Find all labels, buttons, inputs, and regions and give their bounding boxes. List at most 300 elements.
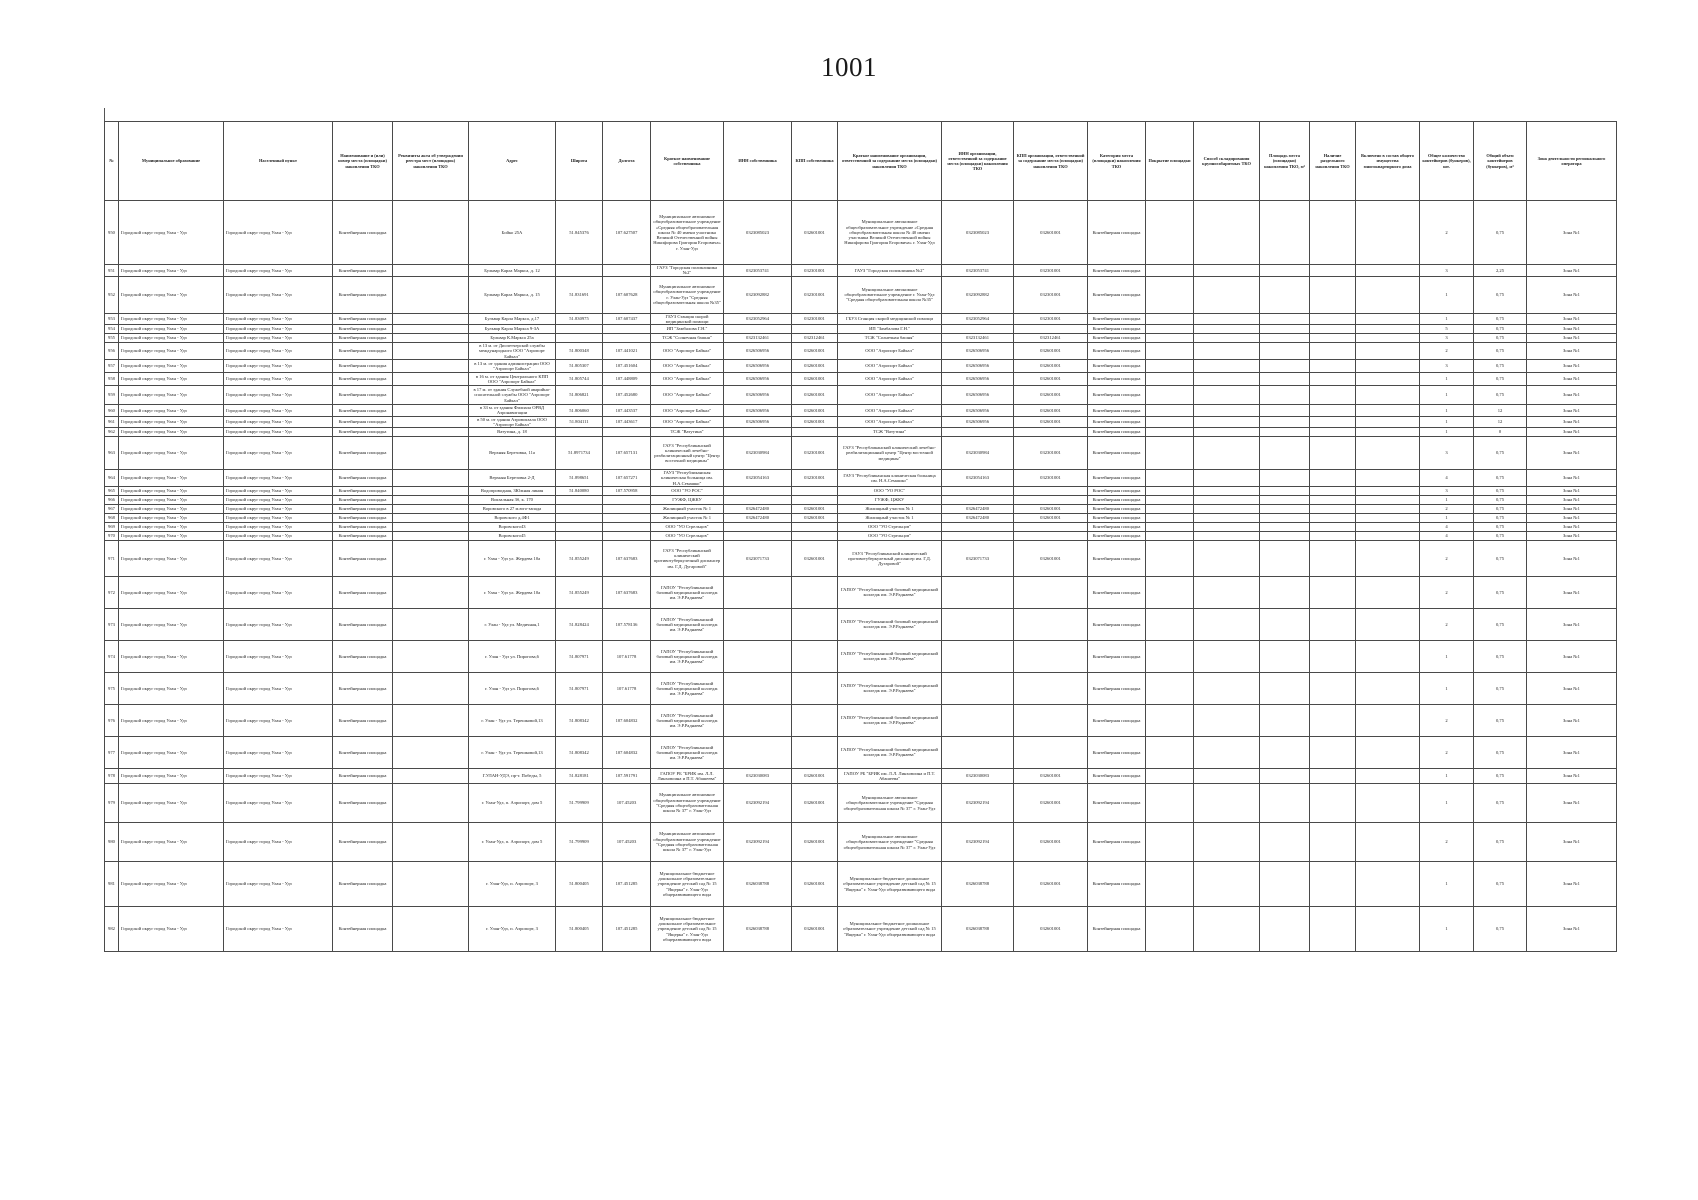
table-cell: 0323071733 bbox=[942, 540, 1014, 576]
table-cell bbox=[1146, 416, 1194, 428]
column-header: Наименование и (или) номер места (площадки) накопления ТКО bbox=[333, 122, 393, 201]
table-cell: Зона №1 bbox=[1527, 531, 1617, 540]
table-cell: Городской округ город Улан - Удэ bbox=[119, 504, 224, 513]
table-cell: ГАПОУ "Республиканский базовый медицинский колледж им. Э.Р.Раднаева" bbox=[651, 672, 724, 704]
table-cell bbox=[1194, 486, 1260, 495]
table-cell: Верхняя Березовка 2-Д bbox=[469, 470, 556, 487]
table-cell bbox=[1356, 486, 1420, 495]
table-cell: Городской округ город Улан - Удэ bbox=[224, 513, 333, 522]
table-cell: 3 bbox=[1420, 437, 1474, 470]
table-cell bbox=[792, 608, 838, 640]
table-cell bbox=[1146, 704, 1194, 736]
table-cell: Воровского в 27 м.юго-запада bbox=[469, 504, 556, 513]
table-cell bbox=[1356, 385, 1420, 404]
table-cell: Контейнерная площадка bbox=[1088, 736, 1146, 768]
table-cell: 1 bbox=[1420, 672, 1474, 704]
table-cell: Контейнерная площадка bbox=[333, 265, 393, 277]
table-cell: 967 bbox=[105, 504, 119, 513]
table-cell: 1 bbox=[1420, 276, 1474, 313]
table-cell: г. Улан - Удэ ул. Жердева 10а bbox=[469, 540, 556, 576]
table-cell: 032601001 bbox=[792, 201, 838, 265]
table-cell: Зона №1 bbox=[1527, 783, 1617, 822]
table-cell: Контейнерная площадка bbox=[333, 313, 393, 325]
table-row bbox=[105, 334, 1617, 343]
table-cell: Городской округ город Улан - Удэ bbox=[119, 540, 224, 576]
table-cell: 0326038788 bbox=[724, 861, 792, 906]
table-cell: 032301001 bbox=[792, 265, 838, 277]
table-cell bbox=[556, 428, 603, 437]
table-cell: 032601001 bbox=[792, 513, 838, 522]
column-header: № bbox=[105, 122, 119, 201]
table-cell: 964 bbox=[105, 470, 119, 487]
table-row bbox=[105, 608, 1617, 640]
table-cell: ГБУЗ Станция скорой медицинской помощи bbox=[651, 313, 724, 325]
table-cell: 107.443537 bbox=[603, 404, 651, 416]
table-cell: ТСЖ "Солнечная башня" bbox=[651, 334, 724, 343]
table-cell: ООО "Аэропорт Байкал" bbox=[838, 372, 942, 385]
column-header: Категория места (площадки) накопления ТКО bbox=[1088, 122, 1146, 201]
table-cell: Зона №1 bbox=[1527, 495, 1617, 504]
table-cell: Городской округ город Улан - Удэ bbox=[119, 437, 224, 470]
table-cell: 5 bbox=[1420, 325, 1474, 334]
table-cell: 032601001 bbox=[792, 906, 838, 951]
table-cell: 4 bbox=[1420, 470, 1474, 487]
table-cell: 0,75 bbox=[1474, 486, 1527, 495]
table-cell: Контейнерная площадка bbox=[1088, 504, 1146, 513]
table-cell: Городской округ город Улан - Удэ bbox=[224, 861, 333, 906]
table-cell: Зона №1 bbox=[1527, 540, 1617, 576]
table-cell bbox=[1260, 768, 1310, 783]
table-cell bbox=[603, 325, 651, 334]
table-cell bbox=[1356, 265, 1420, 277]
table-cell: 0,75 bbox=[1474, 531, 1527, 540]
table-cell bbox=[1356, 416, 1420, 428]
table-cell: 0323053741 bbox=[942, 265, 1014, 277]
table-cell: Городской округ город Улан - Удэ bbox=[119, 359, 224, 372]
table-cell: 0326038788 bbox=[942, 861, 1014, 906]
table-cell: Зона №1 bbox=[1527, 437, 1617, 470]
table-cell bbox=[1146, 486, 1194, 495]
table-cell: 0,75 bbox=[1474, 385, 1527, 404]
table-cell: Муниципальное автономное общеобразовательное учреждение "Средняя общеобразовательная школа № 37" г. Улан-Удэ bbox=[651, 822, 724, 861]
table-cell bbox=[942, 495, 1014, 504]
table-cell: Зона №1 bbox=[1527, 608, 1617, 640]
table-cell bbox=[1194, 428, 1260, 437]
table-cell: Городской округ город Улан - Удэ bbox=[119, 385, 224, 404]
table-cell: Воровского43 bbox=[469, 522, 556, 531]
column-header: ИНН организации, ответственной за содержание места (площадки) накопления ТКО bbox=[942, 122, 1014, 201]
table-cell bbox=[393, 531, 469, 540]
table-cell: Контейнерная площадка bbox=[1088, 325, 1146, 334]
table-cell bbox=[1310, 325, 1356, 334]
table-cell bbox=[1146, 768, 1194, 783]
table-cell: 0323132461 bbox=[942, 334, 1014, 343]
table-cell: ГАПОУ "Республиканский базовый медицинский колледж им. Э.Р.Раднаева" bbox=[838, 704, 942, 736]
table-cell: 0323052964 bbox=[942, 313, 1014, 325]
table-cell bbox=[1310, 640, 1356, 672]
table-cell: 51.845376 bbox=[556, 201, 603, 265]
table-cell: ООО "УО РОС" bbox=[838, 486, 942, 495]
table-cell bbox=[1194, 334, 1260, 343]
table-cell bbox=[1356, 276, 1420, 313]
table-cell bbox=[1356, 428, 1420, 437]
table-cell bbox=[792, 672, 838, 704]
column-header: КПП собственника bbox=[792, 122, 838, 201]
table-cell: 032601001 bbox=[1014, 372, 1088, 385]
table-cell bbox=[603, 428, 651, 437]
table-cell bbox=[393, 640, 469, 672]
table-cell bbox=[1310, 416, 1356, 428]
table-cell: Муниципальное бюджетное дошкольное образовательное учреждение детский сад № 15 "Ящерка" г. Улан-Удэ общеразвивающего вида bbox=[838, 861, 942, 906]
table-cell: Городской округ город Улан - Удэ bbox=[224, 540, 333, 576]
table-cell bbox=[724, 428, 792, 437]
table-cell bbox=[1146, 672, 1194, 704]
table-cell: Верхняя Березовка, 11а bbox=[469, 437, 556, 470]
table-cell bbox=[724, 486, 792, 495]
table-cell: Городской округ город Улан - Удэ bbox=[119, 428, 224, 437]
table-cell: 032301001 bbox=[792, 276, 838, 313]
table-cell bbox=[1146, 201, 1194, 265]
table-cell: Водопроводная, 3Южная линия bbox=[469, 486, 556, 495]
table-cell bbox=[1146, 265, 1194, 277]
table-cell: Жилищный участок № 1 bbox=[651, 504, 724, 513]
table-cell: 0326506956 bbox=[724, 343, 792, 360]
table-cell bbox=[1146, 385, 1194, 404]
table-cell bbox=[942, 672, 1014, 704]
table-cell bbox=[942, 522, 1014, 531]
table-cell: 0323092194 bbox=[942, 783, 1014, 822]
table-cell: ООО "УО Стрельцов" bbox=[651, 531, 724, 540]
table-cell bbox=[724, 640, 792, 672]
table-cell: Зона №1 bbox=[1527, 822, 1617, 861]
table-cell: 950 bbox=[105, 201, 119, 265]
table-cell bbox=[1356, 531, 1420, 540]
table-cell bbox=[1260, 822, 1310, 861]
table-cell: 0323092882 bbox=[724, 276, 792, 313]
table-cell: 3 bbox=[1420, 265, 1474, 277]
table-cell: 0323092882 bbox=[942, 276, 1014, 313]
table-cell: 107.591791 bbox=[603, 768, 651, 783]
table-cell: 975 bbox=[105, 672, 119, 704]
table-cell: Контейнерная площадка bbox=[1088, 385, 1146, 404]
table-row bbox=[105, 736, 1617, 768]
table-cell bbox=[1310, 783, 1356, 822]
table-cell bbox=[1194, 783, 1260, 822]
table-row bbox=[105, 576, 1617, 608]
table-cell bbox=[393, 372, 469, 385]
table-cell: 107.604832 bbox=[603, 704, 651, 736]
table-cell: 0,75 bbox=[1474, 513, 1527, 522]
table-cell bbox=[393, 416, 469, 428]
table-cell: в 16 м. от здания Центрального КПП ООО "Аэропорт Байкал" bbox=[469, 372, 556, 385]
table-cell: 107.604832 bbox=[603, 736, 651, 768]
table-row bbox=[105, 522, 1617, 531]
table-cell: Городской округ город Улан - Удэ bbox=[224, 385, 333, 404]
table-cell bbox=[1146, 325, 1194, 334]
table-cell: 0323132461 bbox=[724, 334, 792, 343]
table-cell bbox=[393, 576, 469, 608]
column-header: Общее количество контейнеров (бункеров), шт. bbox=[1420, 122, 1474, 201]
table-cell bbox=[1146, 531, 1194, 540]
table-cell bbox=[1260, 906, 1310, 951]
table-cell bbox=[1260, 201, 1310, 265]
table-cell: 0326472480 bbox=[724, 504, 792, 513]
table-cell bbox=[1260, 495, 1310, 504]
table-cell bbox=[1260, 522, 1310, 531]
table-cell: 0326472480 bbox=[942, 513, 1014, 522]
table-cell bbox=[1260, 385, 1310, 404]
table-cell: Городской округ город Улан - Удэ bbox=[119, 906, 224, 951]
table-cell bbox=[1014, 576, 1088, 608]
table-cell: 107.61778 bbox=[603, 640, 651, 672]
table-cell bbox=[1260, 265, 1310, 277]
table-cell: 2,25 bbox=[1474, 265, 1527, 277]
table-cell bbox=[1310, 704, 1356, 736]
table-cell: ООО "УО Стрельцов" bbox=[651, 522, 724, 531]
table-cell: 0,75 bbox=[1474, 372, 1527, 385]
table-cell: Контейнерная площадка bbox=[1088, 372, 1146, 385]
table-cell: Г.УЛАН-УДЭ, пр-т. Победы, 5 bbox=[469, 768, 556, 783]
page-number: 1001 bbox=[821, 52, 877, 82]
table-cell: в 13 м. от здания администрации ООО "Аэропорт Байкал" bbox=[469, 359, 556, 372]
table-cell: Зона №1 bbox=[1527, 343, 1617, 360]
table-cell: ГАУЗ "Республиканская клиническая больница им. Н.А.Семашко" bbox=[651, 470, 724, 487]
table-cell: Контейнерная площадка bbox=[1088, 276, 1146, 313]
table-cell: Вокзальная 3б, к. 170 bbox=[469, 495, 556, 504]
table-cell: Контейнерная площадка bbox=[333, 736, 393, 768]
table-cell: Городской округ город Улан - Удэ bbox=[224, 404, 333, 416]
table-cell: 107.448809 bbox=[603, 372, 651, 385]
table-cell: ИП "Замбалова Г.Н." bbox=[838, 325, 942, 334]
table-cell: 958 bbox=[105, 372, 119, 385]
table-cell: Муниципальное автономное общеобразовательное учреждение "Средняя общеобразовательная школа № 37" г. Улан-Удэ bbox=[838, 783, 942, 822]
table-row bbox=[105, 416, 1617, 428]
table-cell: 0323054163 bbox=[724, 470, 792, 487]
table-cell: 51.8971734 bbox=[556, 437, 603, 470]
table-cell: 0323030984 bbox=[942, 437, 1014, 470]
table-cell: 0323085023 bbox=[942, 201, 1014, 265]
table-cell: 107.657271 bbox=[603, 470, 651, 487]
table-cell bbox=[393, 504, 469, 513]
table-cell bbox=[1260, 576, 1310, 608]
table-cell: Контейнерная площадка bbox=[333, 201, 393, 265]
table-cell: Городской округ город Улан - Удэ bbox=[119, 265, 224, 277]
table-cell bbox=[1356, 313, 1420, 325]
table-cell: 0323052964 bbox=[724, 313, 792, 325]
table-cell: Контейнерная площадка bbox=[1088, 822, 1146, 861]
table-cell: ГАУЗ "Городская поликлиника №2" bbox=[838, 265, 942, 277]
table-cell bbox=[1356, 513, 1420, 522]
table-cell: Контейнерная площадка bbox=[333, 822, 393, 861]
table-cell: Муниципальное автономное общеобразовательное учреждение "Средняя общеобразовательная школа № 37" г. Улан-Удэ bbox=[838, 822, 942, 861]
table-cell bbox=[792, 704, 838, 736]
table-cell: Контейнерная площадка bbox=[333, 495, 393, 504]
table-cell: 0323030083 bbox=[942, 768, 1014, 783]
column-header: Общий объем контейнеров (бункеров), м³ bbox=[1474, 122, 1527, 201]
table-cell: Контейнерная площадка bbox=[1088, 672, 1146, 704]
table-row bbox=[105, 325, 1617, 334]
table-cell: Контейнерная площадка bbox=[1088, 359, 1146, 372]
table-cell: Контейнерная площадка bbox=[333, 768, 393, 783]
table-cell bbox=[1014, 486, 1088, 495]
table-cell: ГАПОУ "Республиканский базовый медицинский колледж им. Э.Р.Раднаева" bbox=[651, 576, 724, 608]
table-cell: 3 bbox=[1420, 359, 1474, 372]
table-cell: 0,75 bbox=[1474, 736, 1527, 768]
table-cell bbox=[1260, 470, 1310, 487]
table-row bbox=[105, 372, 1617, 385]
table-cell: г. Улан - Удэ ул. Жердева 10а bbox=[469, 576, 556, 608]
table-cell bbox=[1146, 822, 1194, 861]
table-cell bbox=[393, 672, 469, 704]
table-cell: 4 bbox=[1420, 531, 1474, 540]
table-cell bbox=[1356, 522, 1420, 531]
table-cell: 1 bbox=[1420, 861, 1474, 906]
column-header: Способ складирования крупногабаритных ТКО bbox=[1194, 122, 1260, 201]
table-row bbox=[105, 313, 1617, 325]
table-cell: Жилищный участок № 1 bbox=[838, 504, 942, 513]
table-cell bbox=[1310, 495, 1356, 504]
table-cell bbox=[1356, 359, 1420, 372]
table-cell bbox=[1310, 672, 1356, 704]
table-cell: Контейнерная площадка bbox=[1088, 265, 1146, 277]
table-cell bbox=[556, 522, 603, 531]
table-cell: Зона №1 bbox=[1527, 265, 1617, 277]
table-cell: 51.807971 bbox=[556, 640, 603, 672]
table-cell: 51.808342 bbox=[556, 704, 603, 736]
table-cell bbox=[1194, 640, 1260, 672]
table-cell: 969 bbox=[105, 522, 119, 531]
table-cell: 107.570958 bbox=[603, 486, 651, 495]
table-cell bbox=[792, 576, 838, 608]
table-row bbox=[105, 768, 1617, 783]
table-cell: 0326038788 bbox=[942, 906, 1014, 951]
table-cell: 51.805307 bbox=[556, 359, 603, 372]
table-cell bbox=[1260, 437, 1310, 470]
table-cell bbox=[1310, 531, 1356, 540]
table-cell bbox=[1356, 576, 1420, 608]
table-cell bbox=[1260, 428, 1310, 437]
table-cell: 107.578136 bbox=[603, 608, 651, 640]
table-cell: Городской округ город Улан - Удэ bbox=[119, 640, 224, 672]
table-cell: 953 bbox=[105, 313, 119, 325]
table-cell: г. Улан - Удэ ул. Пирогова,6 bbox=[469, 640, 556, 672]
table-cell bbox=[1356, 201, 1420, 265]
table-cell: 032601001 bbox=[1014, 385, 1088, 404]
table-cell bbox=[393, 325, 469, 334]
table-cell: Городской округ город Улан - Удэ bbox=[224, 906, 333, 951]
table-cell: Городской округ город Улан - Удэ bbox=[119, 201, 224, 265]
table-cell: 963 bbox=[105, 437, 119, 470]
table-row bbox=[105, 265, 1617, 277]
table-cell bbox=[724, 736, 792, 768]
table-cell: 0,75 bbox=[1474, 359, 1527, 372]
column-header: КПП организации, ответственной за содержание места (площадки) накопления ТКО bbox=[1014, 122, 1088, 201]
table-cell bbox=[1194, 504, 1260, 513]
table-cell bbox=[1194, 531, 1260, 540]
table-cell: 032301001 bbox=[1014, 276, 1088, 313]
table-cell: 0,75 bbox=[1474, 522, 1527, 531]
table-cell bbox=[1356, 906, 1420, 951]
table-cell bbox=[792, 325, 838, 334]
table-cell: ООО "Аэропорт Байкал" bbox=[651, 385, 724, 404]
table-row bbox=[105, 404, 1617, 416]
table-cell: ТСЖ "Ватутина" bbox=[651, 428, 724, 437]
table-cell: Зона №1 bbox=[1527, 313, 1617, 325]
table-cell: Городской округ город Улан - Удэ bbox=[119, 313, 224, 325]
table-cell: 966 bbox=[105, 495, 119, 504]
table-cell: ТСЖ "Ватутина" bbox=[838, 428, 942, 437]
table-cell bbox=[1310, 736, 1356, 768]
table-cell bbox=[1014, 608, 1088, 640]
table-cell: 2 bbox=[1420, 504, 1474, 513]
table-cell: ООО "Аэропорт Байкал" bbox=[838, 359, 942, 372]
table-cell: 0326506956 bbox=[942, 372, 1014, 385]
table-cell bbox=[724, 495, 792, 504]
table-cell bbox=[1194, 201, 1260, 265]
table-cell: Городской округ город Улан - Удэ bbox=[224, 372, 333, 385]
table-cell bbox=[1310, 906, 1356, 951]
table-cell: 2 bbox=[1420, 704, 1474, 736]
table-cell: 51.799909 bbox=[556, 783, 603, 822]
table-cell: Муниципальное автономное общеобразовательное учреждение г. Улан-Удэ "Средняя общеобразовательная школа №35" bbox=[838, 276, 942, 313]
table-cell bbox=[1260, 640, 1310, 672]
table-cell: Городской округ город Улан - Удэ bbox=[119, 822, 224, 861]
column-header: Краткое наименование собственника bbox=[651, 122, 724, 201]
table-cell: Городской округ город Улан - Удэ bbox=[119, 531, 224, 540]
table-cell: ГАПОУ РБ "БРИК им. Л.Л. Линховоина и П.Т. Абашеева" bbox=[838, 768, 942, 783]
table-cell: 51.840080 bbox=[556, 486, 603, 495]
table-cell: ГАПОУ "Республиканский базовый медицинский колледж им. Э.Р.Раднаева" bbox=[838, 608, 942, 640]
table-cell bbox=[1260, 861, 1310, 906]
table-cell: 107.627507 bbox=[603, 201, 651, 265]
table-cell bbox=[1146, 640, 1194, 672]
table-cell: 032301001 bbox=[1014, 437, 1088, 470]
table-cell: ГАПОУ "Республиканский базовый медицинский колледж им. Э.Р.Раднаева" bbox=[651, 704, 724, 736]
table-cell bbox=[393, 704, 469, 736]
table-cell bbox=[1356, 704, 1420, 736]
table-cell: Контейнерная площадка bbox=[1088, 704, 1146, 736]
table-cell: Контейнерная площадка bbox=[333, 416, 393, 428]
table-cell bbox=[1356, 343, 1420, 360]
table-cell: 1 bbox=[1420, 768, 1474, 783]
table-cell: 0326038788 bbox=[724, 906, 792, 951]
table-cell: ООО "Аэропорт Байкал" bbox=[651, 416, 724, 428]
table-cell bbox=[792, 640, 838, 672]
table-cell: Городской округ город Улан - Удэ bbox=[224, 428, 333, 437]
table-cell: 1 bbox=[1420, 428, 1474, 437]
table-cell: Городской округ город Улан - Удэ bbox=[224, 531, 333, 540]
table-cell bbox=[1310, 313, 1356, 325]
table-cell: Контейнерная площадка bbox=[1088, 768, 1146, 783]
table-cell: Контейнерная площадка bbox=[1088, 416, 1146, 428]
table-cell: ООО "Аэропорт Байкал" bbox=[838, 343, 942, 360]
column-header: Широта bbox=[556, 122, 603, 201]
table-cell: Контейнерная площадка bbox=[333, 325, 393, 334]
column-header: Населенный пункт bbox=[224, 122, 333, 201]
table-cell bbox=[1310, 385, 1356, 404]
table-cell bbox=[1146, 861, 1194, 906]
table-cell: Городской округ город Улан - Удэ bbox=[119, 513, 224, 522]
table-cell bbox=[792, 495, 838, 504]
table-cell bbox=[556, 504, 603, 513]
table-cell: в 50 м. от здания Аэровокзала ООО "Аэропорт Байкал" bbox=[469, 416, 556, 428]
table-cell: 0326506956 bbox=[724, 385, 792, 404]
table-cell: Контейнерная площадка bbox=[1088, 576, 1146, 608]
table-cell bbox=[393, 276, 469, 313]
table-cell: 0,75 bbox=[1474, 640, 1527, 672]
table-cell bbox=[393, 861, 469, 906]
table-cell: 107.451285 bbox=[603, 861, 651, 906]
